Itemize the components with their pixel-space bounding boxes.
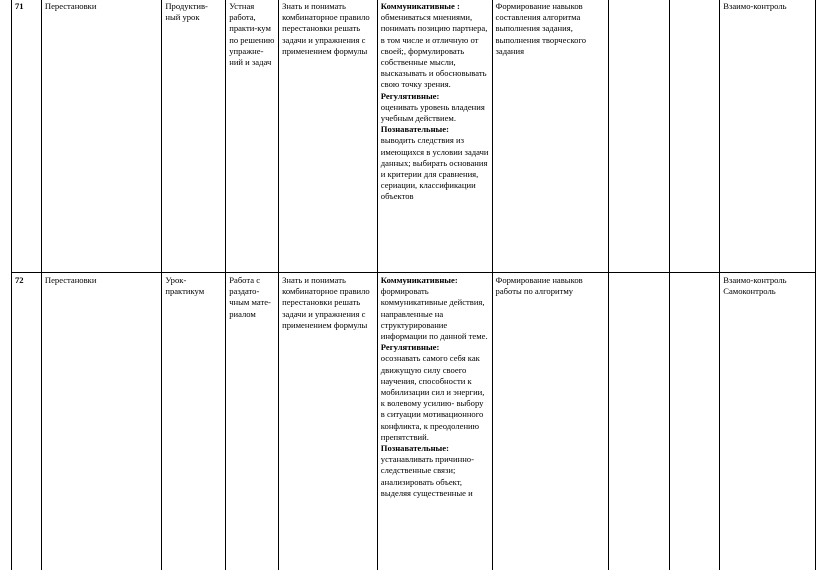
uud-regulatory-text: оценивать уровень владения учебным действием. <box>380 101 485 124</box>
activity-type: Устная работа, практи-кум по решению упражне-ний и задач <box>226 0 279 273</box>
skills-cell: Формирование навыков работы по алгоритму <box>492 273 609 570</box>
empty-cell <box>609 273 670 570</box>
table-row <box>12 273 816 570</box>
lesson-topic: Перестановки <box>41 0 161 273</box>
lesson-topic: Перестановки <box>41 273 161 570</box>
subject-results: Знать и понимать комбинаторное правило перестановки решать задачи и упражнения с применением формулы <box>279 0 378 273</box>
lesson-number: 72 <box>12 273 42 570</box>
lesson-plan-table <box>11 0 816 570</box>
uud-communicative-text: формировать коммуникативные действия, направленные на структурирование информации по данной теме. <box>380 286 488 342</box>
empty-cell <box>669 273 720 570</box>
activity-type: Работа с раздато-чным мате-риалом <box>226 273 279 570</box>
subject-results: Знать и понимать комбинаторное правило перестановки решать задачи и упражнения с применением формулы <box>279 273 378 570</box>
uud-regulatory-label: Регулятивные: <box>380 342 440 353</box>
control-form: Взаимо-контроль Самоконтроль <box>720 273 816 570</box>
uud-cognitive-label: Познавательные: <box>380 443 449 454</box>
uud-cognitive-text: устанавливать причинно-следственные связи; анализировать объект, выделяя существенные и <box>380 454 474 498</box>
uud-regulatory-text: осознавать самого себя как движущую силу своего научения, способности к мобилизации сил и энергии, к волевому усилию- выбору в ситуации мотивационного конфликта, к преодолению препятствий. <box>380 353 485 442</box>
uud-communicative-label: Коммуникативные : <box>380 1 460 11</box>
lesson-type: Урок-практикум <box>162 273 226 570</box>
lesson-number: 71 <box>12 0 42 273</box>
uud-cognitive-text: выводить следствия из имеющихся в условии задачи данных; выбирать основания и критерии для сравнения, сериации, классификации объектов <box>380 135 489 202</box>
uud-communicative-text: обмениваться мнениями, понимать позицию партнера, в том числе и отличную от своей;, формулировать собственные мысли, высказывать и обосновывать свою точку зрения. <box>380 12 488 90</box>
control-form: Взаимо-контроль <box>720 0 816 273</box>
uud-regulatory-label: Регулятивные: <box>380 90 440 101</box>
uud-cell <box>377 0 492 273</box>
skills-cell: Формирование навыков составления алгоритма выполнения задания, выполнения творческого задания <box>492 0 609 273</box>
uud-cell <box>377 273 492 570</box>
uud-cognitive-label: Познавательные: <box>380 124 449 135</box>
lesson-type: Продуктив-ный урок <box>162 0 226 273</box>
uud-communicative-label: Коммуникативные: <box>380 275 458 285</box>
table-row <box>12 0 816 273</box>
empty-cell <box>609 0 670 273</box>
empty-cell <box>669 0 720 273</box>
